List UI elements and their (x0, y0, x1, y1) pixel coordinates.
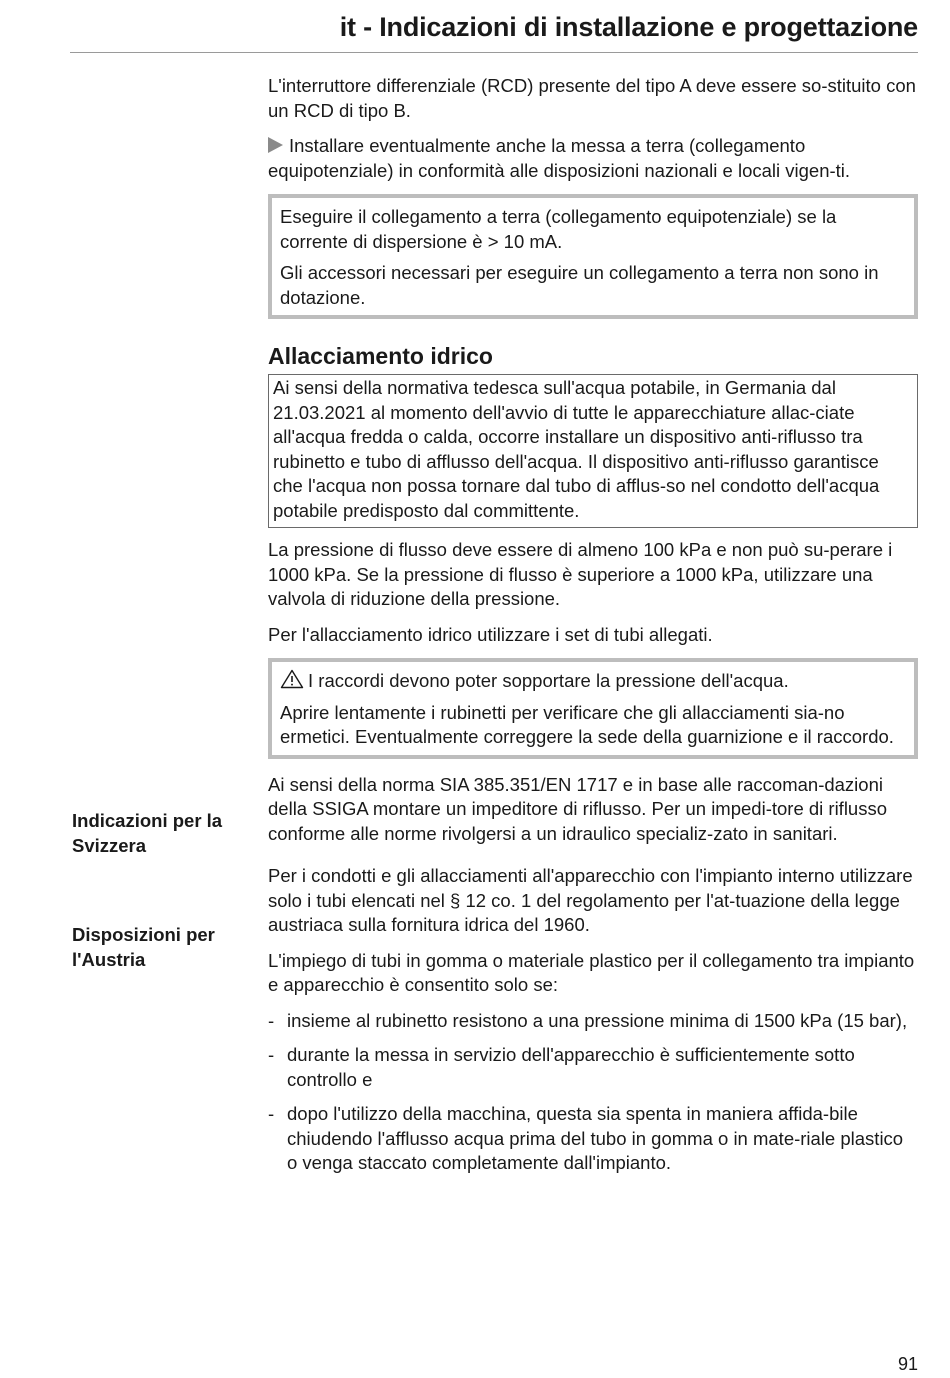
austria-label-line1: Disposizioni per (72, 924, 215, 945)
page-header-title: it - Indicazioni di installazione e progettazione (339, 12, 918, 42)
austria-paragraph-1: Per i condotti e gli allacciamenti all'apparecchio con l'impianto interno utilizzare solo i tubi elencati nel § 12 co. 1 del regolamento per l'at-tuazione della legge austriaca sulla fornitura idrica del 1960. (268, 865, 913, 935)
austria-label-line2: l'Austria (72, 948, 146, 970)
water-warning-box (268, 658, 918, 759)
water-warning-line1 (280, 669, 906, 694)
list-item-text: durante la messa in servizio dell'apparecchio è sufficientemente sotto controllo e (287, 1044, 855, 1090)
austria-paragraph-2: L'impiego di tubi in gomma o materiale plastico per il collegamento tra impianto e apparecchio è consentito solo se: (268, 949, 915, 995)
page-number: 91 (897, 1354, 918, 1374)
main-content (268, 74, 918, 1186)
grounding-instruction-text: Installare eventualmente anche la messa a terra (collegamento equipotenziale) in conformità alle disposizioni nazionali e locali vigen-ti. (268, 135, 851, 181)
switzerland-label-line2: Svizzera (72, 834, 147, 856)
switzerland-paragraph: Ai sensi della norma SIA 385.351/EN 1717 e in base alle raccoman-dazioni della SSIGA montare un impeditore di riflusso. Per un impedi-tore di riflusso conforme alle norme rivolgersi a un idraulico specializ-zato in sanitari. (268, 773, 888, 844)
rcd-paragraph: L'interruttore differenziale (RCD) presente del tipo A deve essere so-stituito con un RCD di tipo B. (268, 75, 916, 121)
grounding-note-line1: Eseguire il collegamento a terra (collegamento equipotenziale) se la corrente di dispersione è > 10 mA. (280, 206, 837, 252)
list-item: - insieme al rubinetto resistono a una pressione minima di 1500 kPa (15 bar), (268, 1009, 908, 1031)
austria-side-label (72, 923, 262, 972)
warning-triangle-icon (280, 669, 304, 689)
germany-info-text: Ai sensi della normativa tedesca sull'acqua potabile, in Germania dal 21.03.2021 al momento dell'avvio di tutte le apparecchiature allac-ciate all'acqua fredda o calda, occorre installare un dispositivo anti-riflusso tra rubinetto e tubo di afflusso dell'acqua. Il dispositivo anti-riflusso garantisce che l'acqua non possa tornare dal tubo di afflus-so nel condotto dell'acqua potabile predisposto dal committente. (273, 377, 880, 521)
header-divider (70, 52, 918, 53)
switzerland-side-label (72, 809, 262, 858)
grounding-note-box (268, 194, 918, 319)
arrow-right-icon (268, 137, 283, 153)
water-connection-heading: Allacciamento idrico (268, 343, 493, 369)
grounding-note-line2: Gli accessori necessari per eseguire un collegamento a terra non sono in dotazione. (280, 262, 879, 308)
water-warning-line2: Aprire lentamente i rubinetti per verificare che gli allacciamenti sia-no ermetici. Eventualmente correggere la sede della guarnizione e il raccordo. (280, 701, 894, 747)
list-item-text: dopo l'utilizzo della macchina, questa sia spenta in maniera affida-bile chiudendo l'afflusso acqua prima del tubo in gomma o in mate-riale plastico o venga staccato completamente dall'impianto. (287, 1103, 904, 1173)
grounding-instruction (268, 134, 918, 183)
hose-paragraph: Per l'allacciamento idrico utilizzare i set di tubi allegati. (268, 623, 713, 645)
austria-conditions-list (268, 1009, 918, 1176)
water-warning-line1-text: I raccordi devono poter sopportare la pressione dell'acqua. (308, 670, 789, 691)
list-item-text: insieme al rubinetto resistono a una pressione minima di 1500 kPa (15 bar), (287, 1009, 908, 1031)
pressure-paragraph: La pressione di flusso deve essere di almeno 100 kPa e non può su-perare i 1000 kPa. Se la pressione di flusso è superiore a 1000 kPa, utilizzare una valvola di riduzione della pressione. (268, 539, 893, 609)
germany-info-box (268, 374, 918, 528)
list-item: - dopo l'utilizzo della macchina, questa sia spenta in maniera affida-bile chiudendo l'afflusso acqua prima del tubo in gomma o in mate-riale plastico o venga staccato completamente dall'impianto. (268, 1103, 904, 1173)
switzerland-label-line1: Indicazioni per la (72, 810, 223, 831)
list-item: - durante la messa in servizio dell'apparecchio è sufficientemente sotto controllo e (268, 1044, 855, 1090)
